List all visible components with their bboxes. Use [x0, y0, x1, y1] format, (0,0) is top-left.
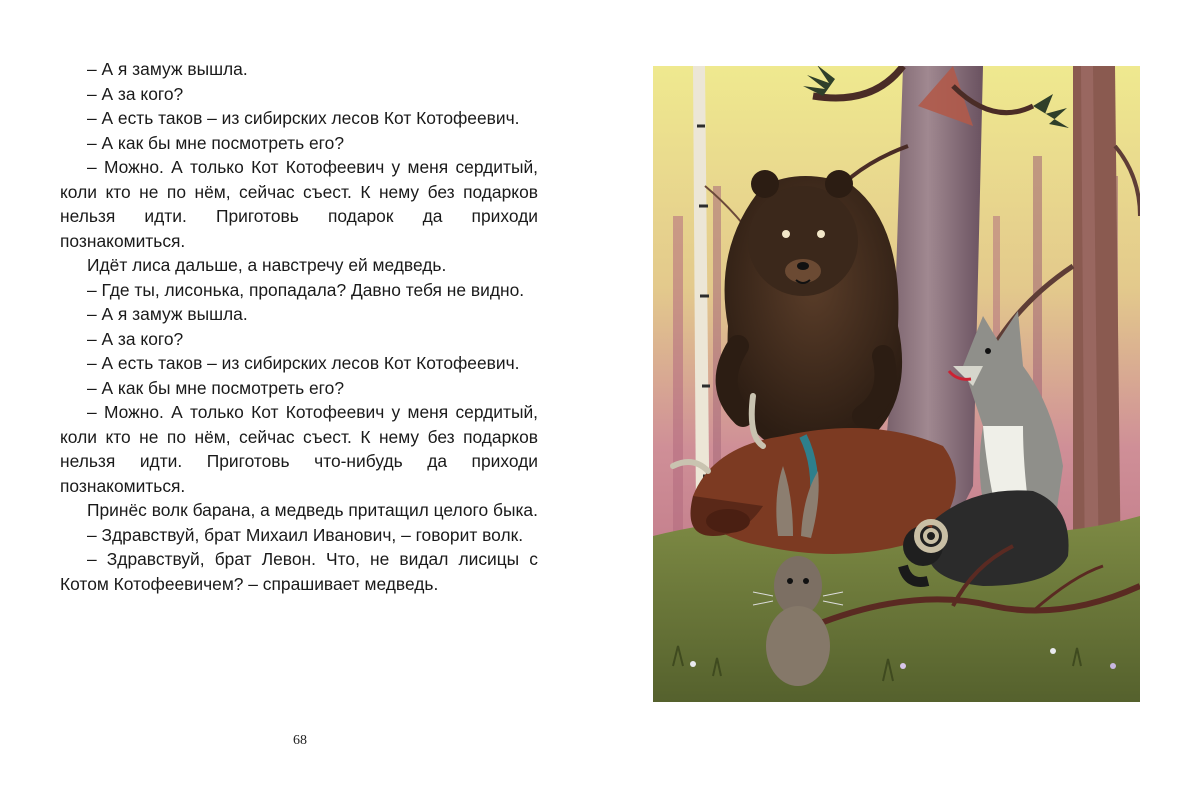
paragraph: – А я замуж вышла. [87, 304, 248, 324]
paragraph: – А я замуж вышла. [87, 59, 248, 79]
paragraph: – А за кого? [87, 83, 184, 104]
paragraph: – А как бы мне посмотреть его? [87, 377, 344, 398]
text-page [60, 57, 538, 596]
forest-animals-illustration [653, 66, 1140, 702]
paragraph: Принёс волк барана, а медведь притащил целого быка. [87, 500, 538, 520]
paragraph: – Здравствуй, брат Левон. Что, не видал лисицы с Котом Котофеевичем? – спрашивает медведь. [60, 549, 538, 594]
paragraph: – А есть таков – из сибирских лесов Кот Котофеевич. [87, 108, 520, 128]
paragraph: – Здравствуй, брат Михаил Иванович, – говорит волк. [87, 524, 524, 545]
page-number: 68 [293, 733, 307, 748]
paragraph: – А как бы мне посмотреть его? [87, 132, 344, 153]
paragraph: – Можно. А только Кот Котофеевич у меня сердитый, коли кто не по нём, сейчас съест. К нему без подарков нельзя идти. Приготовь подарок да приходи познакомиться. [60, 157, 538, 251]
paragraph: – Можно. А только Кот Котофеевич у меня сердитый, коли кто не по нём, сейчас съест. К нему без подарков нельзя идти. Приготовь что-нибудь да приходи познакомиться. [60, 402, 538, 496]
paragraph: – А есть таков – из сибирских лесов Кот Котофеевич. [87, 353, 520, 373]
paragraph: – А за кого? [87, 328, 184, 349]
paragraph: Идёт лиса дальше, а навстречу ей медведь. [87, 255, 447, 275]
paragraph: – Где ты, лисонька, пропадала? Давно тебя не видно. [87, 279, 525, 300]
illustration-canvas [653, 66, 1140, 702]
